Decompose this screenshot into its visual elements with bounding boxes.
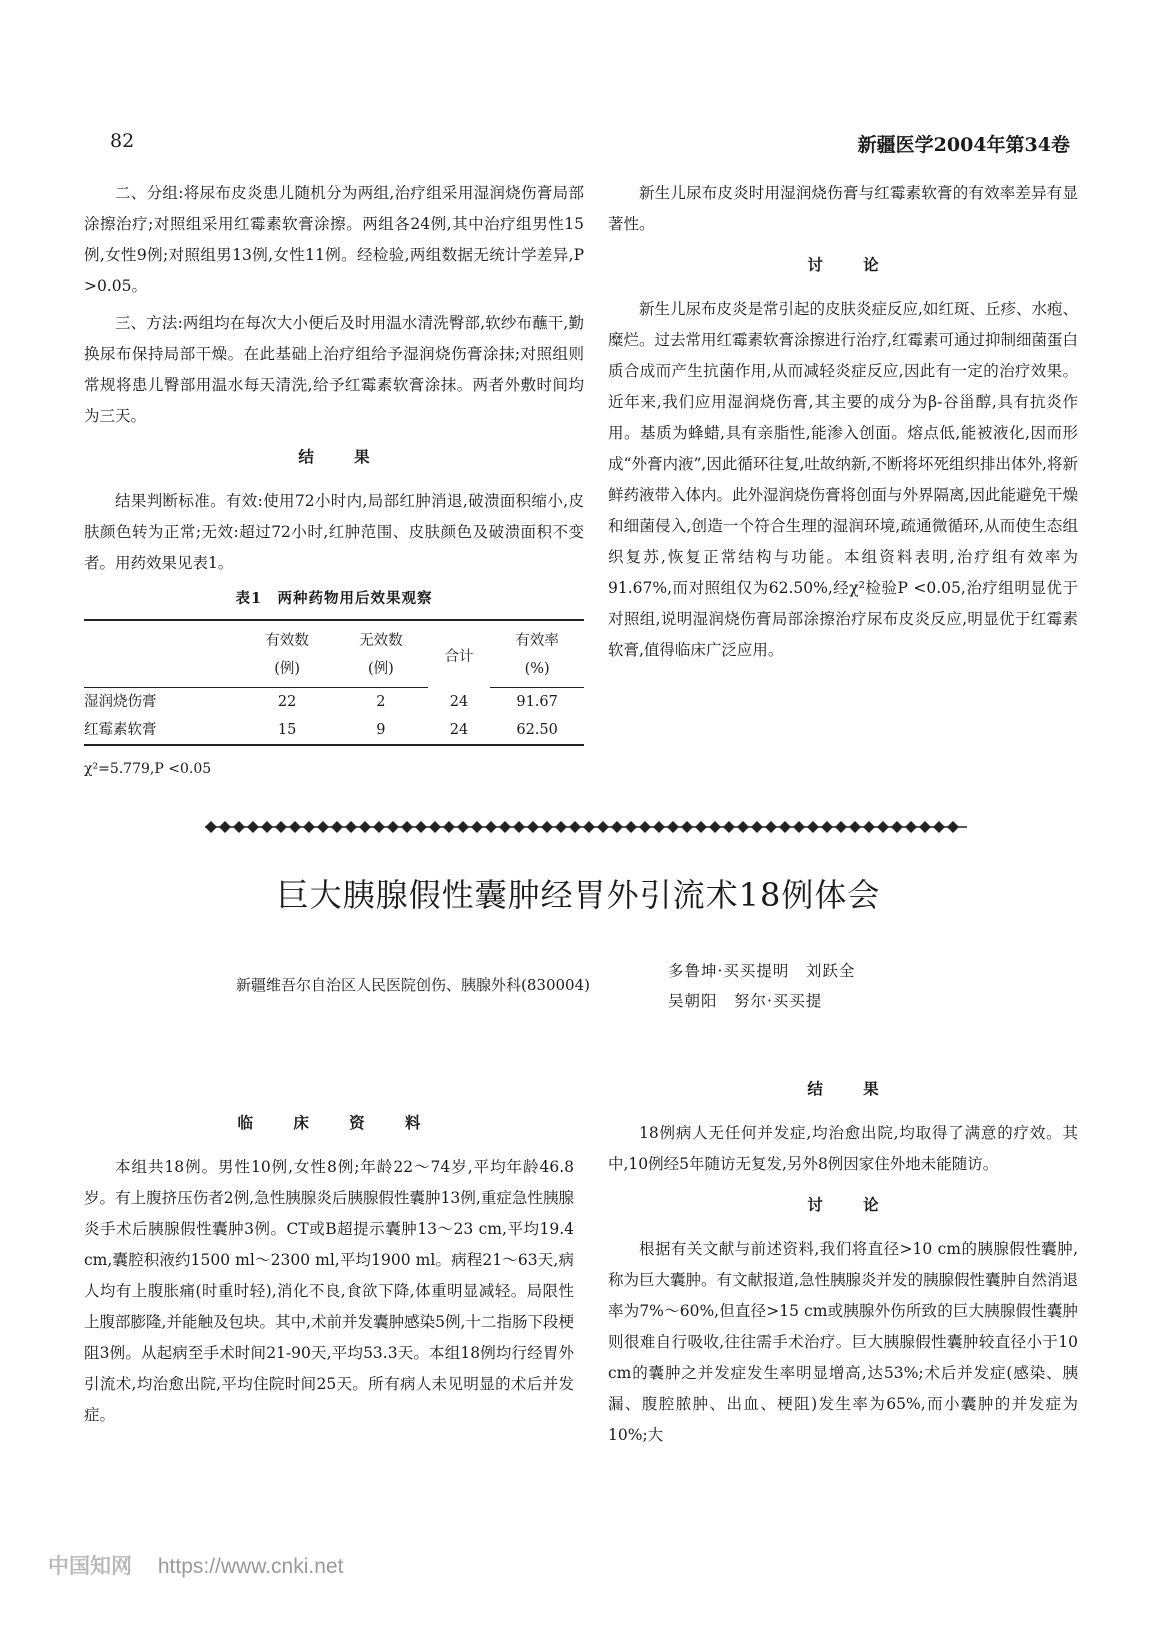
row-drug-name: 红霉素软膏 [84,716,240,745]
divider-diamond [345,821,357,833]
grouping-paragraph: 二、分组:将尿布皮炎患儿随机分为两组,治疗组采用湿润烧伤膏局部涂擦治疗;对照组采用红霉素软膏涂擦。两组各24例,其中治疗组男性15例,女性9例;对照组男13例,女性11例。经检验,两组数据无统计学差异,P >0.05。 [84,184,584,295]
row-drug-name: 湿润烧伤膏 [84,694,157,710]
running-head [110,130,1070,160]
author-affiliation: 新疆维吾尔自治区人民医院创伤、胰腺外科(830004) [236,976,590,994]
prev-article-left-column [84,178,584,782]
divider-diamond [527,821,539,833]
divider-diamond [359,821,371,833]
page-number: 82 [110,130,135,152]
author-line: 多鲁坤·买买提明 刘跃全 [668,962,856,980]
row-effective: 15 [240,716,334,745]
divider-diamond [667,821,679,833]
row-total: 24 [449,693,469,710]
divider-diamond [583,821,595,833]
divider-diamond [247,821,259,833]
article-left-column [84,1098,574,1437]
row-rate: 62.50 [490,716,584,745]
conclusion-sentence: 新生儿尿布皮炎时用湿润烧伤膏与红霉素软膏的有效率差异有显著性。 [608,184,1078,233]
divider-diamond [611,821,623,833]
divider-diamond [737,821,749,833]
divider-diamond [457,821,469,833]
clinical-data-heading: 临床资料 [237,1113,461,1132]
row-ineffective: 9 [334,716,428,745]
divider-diamond [373,821,385,833]
cnki-watermark [48,1550,343,1580]
discussion-paragraph: 新生儿尿布皮炎是常引起的皮肤炎症反应,如红斑、丘疹、水疱、糜烂。过去常用红霉素软膏涂擦进行治疗,红霉素可通过抑制细菌蛋白质合成而产生抗菌作用,从而减轻炎症反应,因此有一定的治疗效果。近年来,我们应用湿润烧伤膏,其主要的成分为β-谷甾醇,具有抗炎作用。基质为蜂蜡,具有亲脂性,能渗入创面。熔点低,能被液化,因而形成“外膏内液”,因此循环往复,吐故纳新,不断将坏死组织排出体外,将新鲜药液带入体内。此外湿润烧伤膏将创面与外界隔离,因此能避免干燥和细菌侵入,创造一个符合生理的湿润环境,疏通微循环,从而使生态组织复苏,恢复正常结构与功能。本组资料表明,治疗组有效率为91.67%,而对照组仅为62.50%,经χ²检验P <0.05,治疗组明显优于对照组,说明湿润烧伤膏局部涂擦治疗尿布皮炎反应,明显优于红霉素软膏,值得临床广泛应用。 [608,300,1078,659]
table-note: χ²=5.779,P <0.05 [84,761,212,777]
table-row [84,716,584,745]
table-header-ineffective: 无效数 [334,620,428,655]
divider-diamond [443,821,455,833]
divider-diamond [891,821,903,833]
divider-diamond [289,821,301,833]
divider-diamond [695,821,707,833]
divider-diamond [765,821,777,833]
divider-diamond [863,821,875,833]
divider-diamond [625,821,637,833]
divider-diamond [597,821,609,833]
results-paragraph: 结果判断标准。有效:使用72小时内,局部红肿消退,破溃面积缩小,皮肤颜色转为正常;无效:超过72小时,红肿范围、皮肤颜色及破溃面积不变者。用药效果见表1。 [84,492,584,572]
divider-diamond [849,821,861,833]
divider-diamond [261,821,273,833]
divider-diamond [681,821,693,833]
discussion-heading: 讨论 [807,255,919,274]
divider-diamond [555,821,567,833]
divider-diamond [513,821,525,833]
table-row [84,688,584,717]
ornamental-divider [205,820,967,834]
divider-diamond [401,821,413,833]
divider-diamond [779,821,791,833]
table-header-corner [84,620,240,655]
table-header-ineffective-unit: (例) [334,655,428,688]
row-total: 24 [428,716,491,745]
divider-diamond [947,821,959,833]
table-header-corner-sub [84,655,240,688]
row-rate: 91.67 [516,694,558,710]
divider-diamond [275,821,287,833]
divider-diamond [541,821,553,833]
article-discussion-paragraph: 根据有关文献与前述资料,我们将直径>10 cm的胰腺假性囊肿,称为巨大囊肿。有文献报道,急性胰腺炎并发的胰腺假性囊肿自然消退率为7%～60%,但直径>15 cm或胰腺外伤所致的巨大胰腺假性囊肿则很难自行吸收,往往需手术治疗。巨大胰腺假性囊肿较直径小于10 cm的囊肿之并发症发生率明显增高,达53%;术后并发症(感染、胰漏、腹腔脓肿、出血、梗阻)发生率为65%,而小囊肿的并发症为10%;大 [608,1240,1078,1444]
author-line: 吴朝阳 努尔·买买提 [668,992,823,1010]
results-heading: 结果 [298,447,410,466]
prev-article-right-column [608,178,1078,672]
divider-diamond [317,821,329,833]
article-title: 巨大胰腺假性囊肿经胃外引流术18例体会 [276,876,881,914]
divider-diamond [569,821,581,833]
divider-diamond [807,821,819,833]
divider-diamond [485,821,497,833]
table-header-rate-unit: (%) [490,655,584,688]
divider-diamond [303,821,315,833]
divider-diamond [877,821,889,833]
table-header-effective: 有效数 [240,620,334,655]
article-discussion-heading: 讨论 [807,1195,919,1214]
divider-diamond [499,821,511,833]
article-right-column [608,1064,1078,1457]
results-table [84,619,584,746]
row-ineffective: 2 [376,694,386,710]
divider-diamond [471,821,483,833]
journal-name: 新疆医学2004年第34卷 [857,134,1070,156]
divider-diamond [415,821,427,833]
divider-diamond [793,821,805,833]
divider-diamond [835,821,847,833]
watermark-logo-text: 中国知网 [48,1555,132,1578]
divider-diamond [219,821,231,833]
divider-diamond [751,821,763,833]
table-header-rate: 有效率 [490,620,584,655]
author-list [668,956,855,1016]
watermark-url: https://www.cnki.net [157,1555,344,1578]
table-header-effective-unit: (例) [240,655,334,688]
divider-diamond [821,821,833,833]
article-results-paragraph: 18例病人无任何并发症,均治愈出院,均取得了满意的疗效。其中,10例经5年随访无复发,另外8例因家住外地未能随访。 [608,1124,1078,1173]
table-header-total: 合计 [428,620,491,688]
divider-diamond [331,821,343,833]
divider-diamond [639,821,651,833]
divider-diamond [709,821,721,833]
clinical-data-paragraph: 本组共18例。男性10例,女性8例;年龄22～74岁,平均年龄46.8岁。有上腹挤压伤者2例,急性胰腺炎后胰腺假性囊肿13例,重症急性胰腺炎手术后胰腺假性囊肿3例。CT或B超提示囊肿13～23 cm,平均19.4 cm,囊腔积液约1500 ml～2300 ml,平均1900 ml。病程21～63天,病人均有上腹胀痛(时重时轻),消化不良,食欲下降,体重明显减轻。局限性上腹部膨隆,并能触及包块。其中,术前并发囊肿感染5例,十二指肠下段梗阻3例。从起病至手术时间21-90天,平均53.3天。本组18例均行经胃外引流术,均治愈出院,平均住院时间25天。所有病人未见明显的术后并发症。 [84,1158,574,1424]
divider-diamond [233,821,245,833]
divider-diamond [387,821,399,833]
divider-diamond [933,821,945,833]
divider-diamond [723,821,735,833]
divider-diamond [205,821,217,833]
method-paragraph: 三、方法:两组均在每次大小便后及时用温水清洗臀部,软纱布蘸干,勤换尿布保持局部干燥。在此基础上治疗组给予湿润烧伤膏涂抹;对照组则常规将患儿臀部用温水每天清洗,给予红霉素软膏涂抹。两者外敷时间均为三天。 [84,314,584,425]
row-effective: 22 [277,694,297,710]
divider-diamond [905,821,917,833]
divider-diamond [429,821,441,833]
divider-diamond [653,821,665,833]
article-results-heading: 结果 [807,1079,919,1098]
table-caption: 表1 两种药物用后效果观察 [235,590,433,607]
divider-diamond [919,821,931,833]
